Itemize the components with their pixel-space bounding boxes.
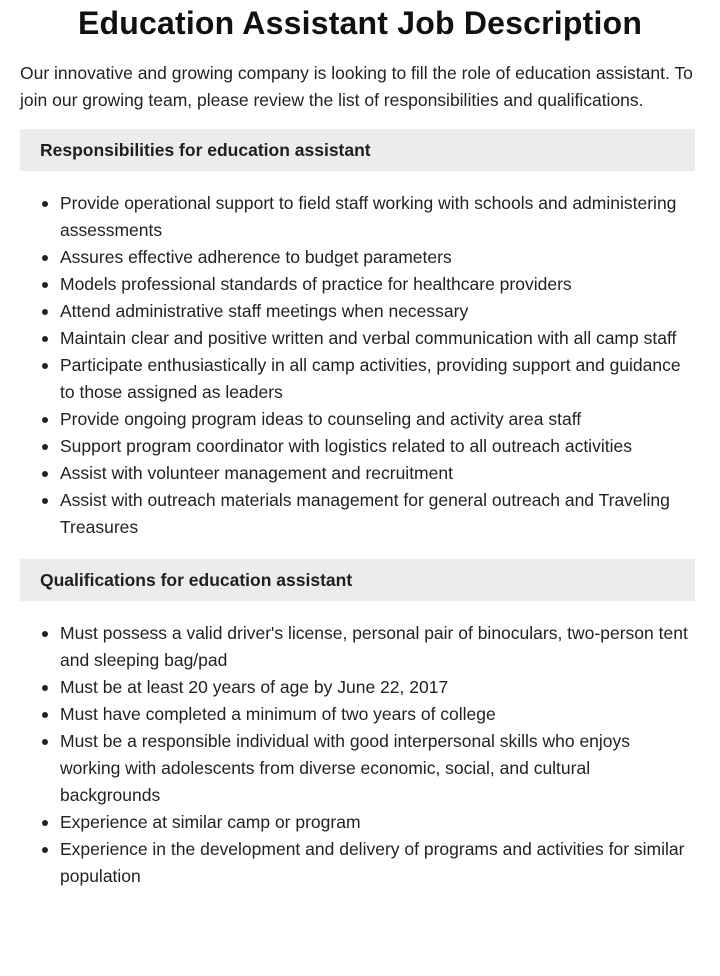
- list-item-text: Provide operational support to field staff working with schools and administering assessments: [60, 193, 677, 240]
- list-item: [0, 352, 692, 406]
- list-item: [0, 406, 692, 433]
- list-item-text: Experience in the development and delivery of programs and activities for similar population: [60, 839, 685, 886]
- list-item: [0, 325, 692, 352]
- bullet-icon: [42, 631, 48, 637]
- list-item: [0, 433, 692, 460]
- list-item: [0, 701, 692, 728]
- bullet-icon: [42, 282, 48, 288]
- list-item: [0, 836, 692, 890]
- bullet-icon: [42, 685, 48, 691]
- qualifications-list: [0, 620, 720, 890]
- list-item: [0, 271, 692, 298]
- list-item-text: Assist with volunteer management and recruitment: [60, 463, 453, 483]
- bullet-icon: [42, 363, 48, 369]
- list-item-text: Must have completed a minimum of two years of college: [60, 704, 496, 724]
- list-item-text: Experience at similar camp or program: [60, 812, 361, 832]
- list-item: [0, 674, 692, 701]
- list-item-text: Attend administrative staff meetings when necessary: [60, 301, 469, 321]
- list-item: [0, 620, 692, 674]
- list-item: [0, 460, 692, 487]
- bullet-icon: [42, 739, 48, 745]
- list-item-text: Must be a responsible individual with good interpersonal skills who enjoys working with adolescents from diverse economic, social, and cultural backgrounds: [60, 731, 631, 805]
- list-item: [0, 809, 692, 836]
- qualifications-heading: Qualifications for education assistant: [20, 559, 695, 601]
- bullet-icon: [42, 417, 48, 423]
- bullet-icon: [42, 847, 48, 853]
- list-item: [0, 190, 692, 244]
- list-item-text: Assures effective adherence to budget parameters: [60, 247, 452, 267]
- list-item-text: Must possess a valid driver's license, personal pair of binoculars, two-person tent and sleeping bag/pad: [60, 623, 688, 670]
- bullet-icon: [42, 255, 48, 261]
- list-item-text: Support program coordinator with logistics related to all outreach activities: [60, 436, 632, 456]
- list-item: [0, 728, 692, 809]
- bullet-icon: [42, 820, 48, 826]
- bullet-icon: [42, 471, 48, 477]
- list-item: [0, 487, 692, 541]
- list-item-text: Provide ongoing program ideas to counseling and activity area staff: [60, 409, 582, 429]
- list-item-text: Must be at least 20 years of age by June 22, 2017: [60, 677, 449, 697]
- intro-paragraph: Our innovative and growing company is looking to fill the role of education assistant. To join our growing team, please review the list of responsibilities and qualifications.: [20, 63, 693, 110]
- list-item-text: Participate enthusiastically in all camp activities, providing support and guidance to those assigned as leaders: [60, 355, 681, 402]
- list-item: [0, 244, 692, 271]
- page-title: Education Assistant Job Description: [77, 5, 643, 41]
- list-item-text: Maintain clear and positive written and verbal communication with all camp staff: [60, 328, 677, 348]
- bullet-icon: [42, 712, 48, 718]
- list-item: [0, 298, 692, 325]
- bullet-icon: [42, 336, 48, 342]
- bullet-icon: [42, 444, 48, 450]
- responsibilities-heading: Responsibilities for education assistant: [20, 129, 695, 171]
- list-item-text: Assist with outreach materials management for general outreach and Traveling Treasures: [60, 490, 670, 537]
- bullet-icon: [42, 201, 48, 207]
- responsibilities-list: [0, 190, 720, 541]
- bullet-icon: [42, 498, 48, 504]
- bullet-icon: [42, 309, 48, 315]
- list-item-text: Models professional standards of practice for healthcare providers: [60, 274, 572, 294]
